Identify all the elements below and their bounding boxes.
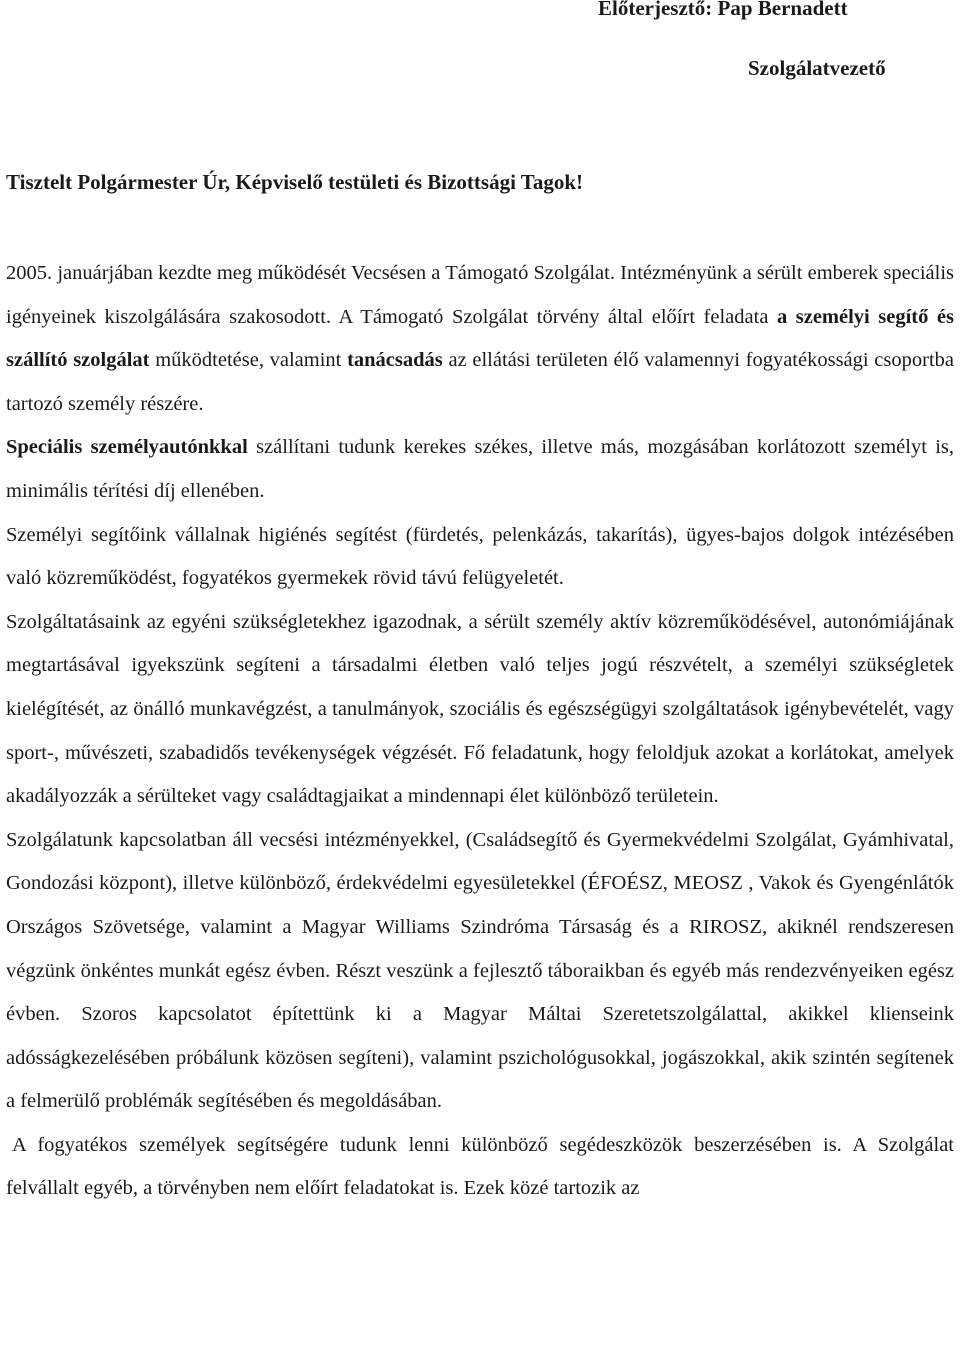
paragraph-text: szállítani tudunk kerekes székes, illetve más, mozgásában korlátozott személyt is, minimális térítési díj ellenében. — [6, 436, 954, 502]
paragraph-personal-help — [6, 514, 954, 601]
paragraph-services — [6, 601, 954, 819]
bold-phrase: Speciális személyautónkkal — [6, 436, 248, 459]
paragraph-intro — [6, 252, 954, 426]
paragraph-text: Szolgálatunk kapcsolatban áll vecsési intézményekkel, (Családsegítő és Gyermekvédelmi Szolgálat, Gyámhivatal, Gondozási központ), illetve különböző, érdekvédelmi egyesületekkel (ÉFOÉSZ, MEOSZ , Vakok és Gyengénlátók Országos Szövetsége, valamint a Magyar Williams Szindróma Társaság és a RIROSZ, akiknél rendszeresen végzünk önkéntes munkát egész évben. Részt veszünk a fejlesztő táboraikban és egyéb más rendezvényeiken egész évben. Szoros kapcsolatot építettünk ki a Magyar Máltai Szeretetszolgálattal, akikkel klienseink adósságkezelésében próbálunk közösen segíteni), valamint pszichológusokkal, jogászokkal, akik szintén segítenek a felmerülő problémák segítésében és megoldásában. — [6, 828, 954, 1113]
presenter-line: Előterjesztő: Pap Bernadett — [598, 0, 848, 20]
paragraph-text: A fogyatékos személyek segítségére tudunk lenni különböző segédeszközök beszerzésében is. A Szolgálat felvállalt egyéb, a törvényben nem előírt feladatokat is. Ezek közé tartozik az — [6, 1133, 954, 1200]
paragraph-text: az ellátási területen élő valamennyi fogyatékossági csoportba tartozó személy részére. — [6, 349, 954, 415]
paragraph-text: működtetése, valamint — [149, 349, 348, 372]
paragraph-text: Szolgáltatásaink az egyéni szükségletekhez igazodnak, a sérült személy aktív közreműködésével, autonómiájának megtartásával igyekszünk segíteni a társadalmi életben való teljes jogú részvételt, a személyi szükségletek kielégítését, az önálló munkavégzést, a tanulmányok, szociális és egészségügyi szolgáltatások igénybevételét, vagy sport-, művészeti, szabadidős tevékenységek végzését. Fő feladatunk, hogy feloldjuk azokat a korlátokat, amelyek akadályozzák a sérülteket vagy családtagjaikat a mindennapi élet különböző területein. — [6, 610, 954, 808]
paragraph-aids — [6, 1124, 954, 1211]
bold-phrase: tanácsadás — [347, 349, 443, 372]
document-body — [6, 252, 954, 1211]
greeting-heading: Tisztelt Polgármester Úr, Képviselő testületi és Bizottsági Tagok! — [6, 170, 584, 194]
paragraph-partners — [6, 819, 954, 1124]
paragraph-text: Személyi segítőink vállalnak higiénés segítést (fürdetés, pelenkázás, takarítás), ügyes-bajos dolgok intézésében való közreműködést, fogyatékos gyermekek rövid távú felügyeletét. — [6, 523, 954, 590]
paragraph-transport — [6, 426, 954, 513]
paragraph-text: 2005. januárjában kezdte meg működését Vecsésen a Támogató Szolgálat. Intézményünk a sérült emberek speciális igényeinek kiszolgálására szakosodott. A Támogató Szolgálat törvény által előírt feladata — [6, 262, 954, 328]
bold-phrase: a személyi segítő és szállító szolgálat — [6, 305, 955, 372]
presenter-role: Szolgálatvezető — [748, 56, 886, 80]
